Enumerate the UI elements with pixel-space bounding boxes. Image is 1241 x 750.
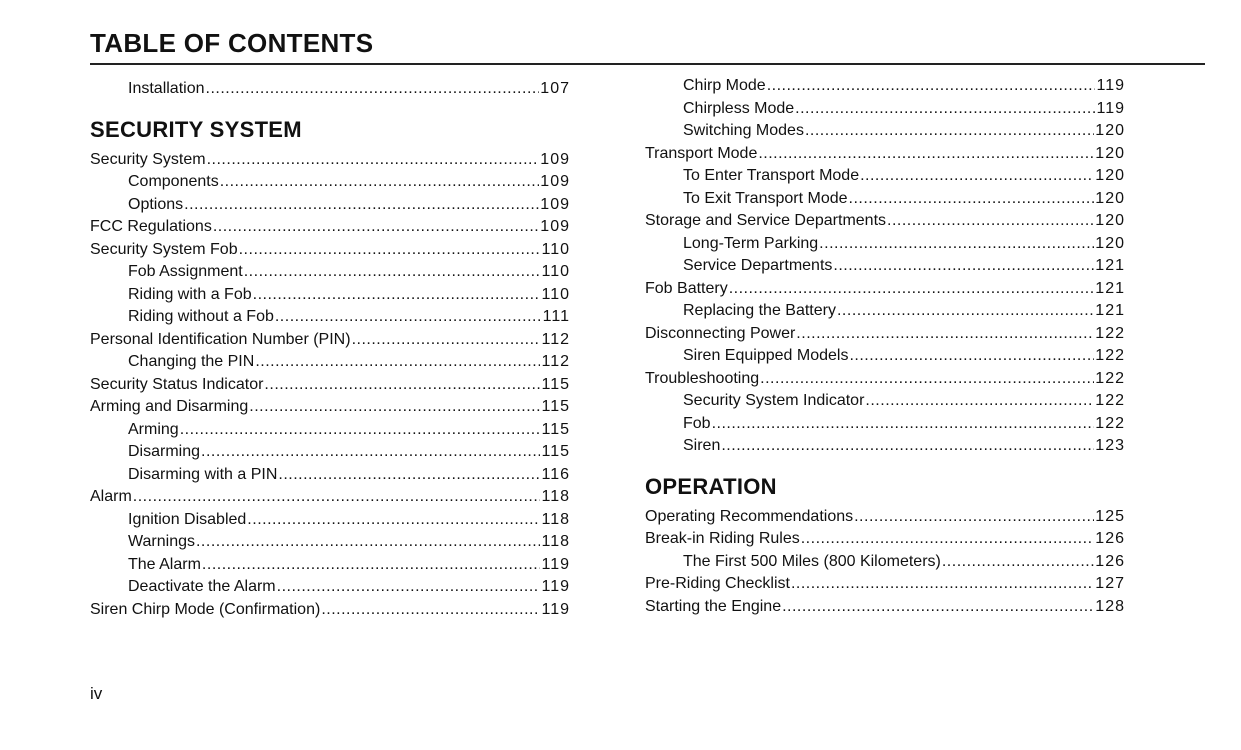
toc-entry-label: Warnings bbox=[128, 533, 195, 550]
toc-entry-page: 121 bbox=[1095, 279, 1125, 297]
toc-entry-page: 122 bbox=[1095, 369, 1125, 387]
page-number: iv bbox=[90, 684, 103, 703]
toc-entry-label: Fob bbox=[683, 414, 711, 432]
toc-entry-label: Fob Battery bbox=[645, 279, 728, 297]
dot-leader bbox=[860, 165, 1094, 188]
toc-entry-label: Long-Term Parking bbox=[683, 234, 819, 252]
toc-entry[interactable] bbox=[645, 98, 1125, 121]
toc-entry[interactable] bbox=[90, 261, 570, 284]
toc-entry-label: FCC Regulations bbox=[90, 218, 212, 235]
dot-leader bbox=[833, 255, 1094, 278]
toc-entry-page: 119 bbox=[541, 578, 570, 595]
dot-leader bbox=[887, 210, 1094, 233]
toc-entry-label: Chirpless Mode bbox=[683, 99, 795, 117]
toc-entry[interactable] bbox=[90, 239, 570, 262]
dot-leader bbox=[352, 329, 541, 352]
section-heading-label: OPERATION bbox=[645, 473, 777, 499]
toc-entry-label: To Exit Transport Mode bbox=[683, 189, 848, 207]
toc-entry-page: 109 bbox=[540, 218, 570, 235]
dot-leader bbox=[760, 368, 1094, 391]
toc-entry-label: The First 500 Miles (800 Kilometers) bbox=[683, 552, 941, 570]
toc-entry-page: 125 bbox=[1095, 507, 1125, 525]
dot-leader bbox=[244, 261, 541, 284]
dot-leader bbox=[796, 323, 1094, 346]
toc-entry[interactable] bbox=[645, 528, 1125, 551]
dot-leader bbox=[854, 506, 1094, 529]
toc-entry[interactable] bbox=[90, 419, 570, 442]
toc-entry-page: 112 bbox=[541, 353, 570, 370]
toc-entry-label: Service Departments bbox=[683, 257, 833, 274]
toc-entry[interactable] bbox=[90, 441, 570, 464]
toc-entry-label: Starting the Engine bbox=[645, 597, 782, 615]
dot-leader bbox=[202, 554, 541, 577]
toc-entry-label: Storage and Service Departments bbox=[645, 212, 887, 229]
toc-entry[interactable] bbox=[645, 165, 1125, 188]
toc-entry-page: 110 bbox=[541, 240, 570, 258]
toc-entry[interactable] bbox=[645, 143, 1125, 166]
toc-entry[interactable] bbox=[90, 216, 570, 239]
dot-leader bbox=[180, 419, 541, 442]
dot-leader bbox=[220, 171, 540, 194]
toc-entry-label: Alarm bbox=[90, 488, 132, 505]
dot-leader bbox=[253, 284, 541, 307]
toc-entry-page: 120 bbox=[1095, 144, 1125, 162]
toc-entry[interactable] bbox=[90, 576, 570, 599]
toc-entry[interactable] bbox=[90, 374, 570, 397]
toc-entry-label: Arming and Disarming bbox=[90, 398, 249, 415]
dot-leader bbox=[213, 216, 539, 239]
toc-entry-label: Transport Mode bbox=[645, 144, 758, 162]
toc-entry[interactable] bbox=[90, 554, 570, 577]
toc-entry[interactable] bbox=[90, 78, 570, 101]
toc-entry[interactable] bbox=[90, 599, 570, 622]
toc-entry[interactable] bbox=[90, 464, 570, 487]
dot-leader bbox=[184, 194, 539, 217]
toc-entry-page: 110 bbox=[541, 285, 570, 303]
dot-leader bbox=[207, 149, 540, 172]
toc-entry[interactable] bbox=[645, 551, 1125, 574]
toc-entry-page: 120 bbox=[1095, 189, 1125, 207]
toc-entry-page: 110 bbox=[541, 263, 570, 280]
toc-entry[interactable] bbox=[645, 210, 1125, 233]
dot-leader bbox=[133, 486, 541, 509]
toc-entry-page: 121 bbox=[1095, 302, 1125, 319]
toc-entry-label: Siren Equipped Models bbox=[683, 347, 849, 364]
toc-entry-label: Fob Assignment bbox=[128, 263, 243, 280]
toc-left-column bbox=[90, 78, 570, 621]
section-heading bbox=[90, 101, 570, 149]
dot-leader bbox=[277, 576, 541, 599]
toc-entry-label: Pre-Riding Checklist bbox=[645, 575, 790, 592]
toc-entry[interactable] bbox=[90, 306, 570, 329]
toc-entry-label: Troubleshooting bbox=[645, 369, 760, 387]
toc-entry-label: Disarming with a PIN bbox=[128, 465, 278, 483]
toc-entry-page: 122 bbox=[1095, 347, 1125, 364]
toc-entry-page: 119 bbox=[1096, 77, 1125, 94]
toc-entry-page: 118 bbox=[541, 533, 570, 550]
dot-leader bbox=[255, 351, 540, 374]
dot-leader bbox=[247, 509, 540, 532]
toc-entry[interactable] bbox=[645, 323, 1125, 346]
page-title: TABLE OF CONTENTS bbox=[90, 28, 374, 58]
toc-entry[interactable] bbox=[645, 435, 1125, 458]
toc-entry-page: 120 bbox=[1095, 167, 1125, 184]
toc-entry-page: 112 bbox=[541, 330, 570, 348]
toc-entry-label: Switching Modes bbox=[683, 122, 804, 139]
dot-leader bbox=[264, 374, 540, 397]
toc-entry[interactable] bbox=[645, 120, 1125, 143]
dot-leader bbox=[942, 551, 1094, 574]
toc-entry-label: Disarming bbox=[128, 443, 201, 460]
toc-entry-label: Options bbox=[128, 195, 184, 213]
toc-entry-page: 119 bbox=[1096, 99, 1125, 117]
toc-entry-label: Components bbox=[128, 173, 219, 190]
toc-entry-page: 109 bbox=[540, 195, 570, 213]
toc-entry[interactable] bbox=[645, 255, 1125, 278]
toc-entry[interactable] bbox=[645, 300, 1125, 323]
dot-leader bbox=[791, 573, 1094, 596]
toc-entry-label: Replacing the Battery bbox=[683, 302, 836, 319]
toc-entry[interactable] bbox=[645, 188, 1125, 211]
toc-entry-page: 120 bbox=[1095, 234, 1125, 252]
toc-entry-label: Arming bbox=[128, 420, 179, 438]
toc-entry[interactable] bbox=[645, 596, 1125, 619]
toc-entry-label: Changing the PIN bbox=[128, 353, 255, 370]
toc-entry-page: 122 bbox=[1095, 392, 1125, 409]
toc-entry-page: 120 bbox=[1095, 212, 1125, 229]
dot-leader bbox=[849, 188, 1095, 211]
toc-entry-page: 119 bbox=[541, 600, 570, 618]
toc-entry-page: 122 bbox=[1095, 324, 1125, 342]
dot-leader bbox=[721, 435, 1094, 458]
dot-leader bbox=[805, 120, 1094, 143]
dot-leader bbox=[729, 278, 1095, 301]
toc-entry-page: 116 bbox=[541, 465, 570, 483]
toc-entry-page: 121 bbox=[1095, 257, 1125, 274]
toc-entry-label: The Alarm bbox=[128, 555, 201, 573]
toc-entry[interactable] bbox=[90, 149, 570, 172]
toc-entry-page: 128 bbox=[1095, 597, 1125, 615]
toc-entry-label: Break-in Riding Rules bbox=[645, 530, 800, 547]
toc-entry-label: Personal Identification Number (PIN) bbox=[90, 330, 351, 348]
toc-entry-page: 118 bbox=[541, 510, 570, 528]
toc-entry[interactable] bbox=[645, 413, 1125, 436]
toc-entry-page: 126 bbox=[1095, 552, 1125, 570]
toc-entry-label: Riding without a Fob bbox=[128, 308, 274, 325]
toc-entry-label: Siren Chirp Mode (Confirmation) bbox=[90, 600, 321, 618]
toc-entry-page: 118 bbox=[541, 488, 570, 505]
toc-entry[interactable] bbox=[645, 345, 1125, 368]
dot-leader bbox=[196, 531, 541, 554]
toc-entry[interactable] bbox=[90, 509, 570, 532]
toc-entry-page: 109 bbox=[540, 173, 570, 190]
toc-entry-label: Security System Indicator bbox=[683, 392, 865, 409]
toc-entry[interactable] bbox=[90, 351, 570, 374]
toc-entry-page: 115 bbox=[541, 443, 570, 460]
toc-entry-label: Disconnecting Power bbox=[645, 324, 796, 342]
toc-entry-page: 115 bbox=[541, 375, 570, 393]
toc-entry-page: 126 bbox=[1095, 530, 1125, 547]
toc-entry-page: 120 bbox=[1095, 122, 1125, 139]
toc-entry-page: 123 bbox=[1095, 437, 1125, 454]
toc-entry-label: Security System bbox=[90, 150, 206, 168]
dot-leader bbox=[201, 441, 540, 464]
toc-entry-label: Siren bbox=[683, 437, 721, 454]
dot-leader bbox=[206, 78, 540, 101]
toc-entry-page: 122 bbox=[1095, 414, 1125, 432]
toc-entry[interactable] bbox=[90, 531, 570, 554]
toc-entry[interactable] bbox=[90, 194, 570, 217]
toc-entry[interactable] bbox=[645, 573, 1125, 596]
toc-entry-label: Operating Recommendations bbox=[645, 507, 854, 525]
toc-entry-page: 109 bbox=[540, 150, 570, 168]
toc-entry[interactable] bbox=[645, 506, 1125, 529]
dot-leader bbox=[865, 390, 1094, 413]
dot-leader bbox=[249, 396, 540, 419]
dot-leader bbox=[321, 599, 540, 622]
toc-entry-label: To Enter Transport Mode bbox=[683, 167, 860, 184]
toc-entry-page: 115 bbox=[541, 420, 570, 438]
dot-leader bbox=[782, 596, 1094, 619]
dot-leader bbox=[758, 143, 1094, 166]
toc-entry[interactable] bbox=[90, 486, 570, 509]
dot-leader bbox=[801, 528, 1095, 551]
dot-leader bbox=[275, 306, 542, 329]
toc-entry-label: Security System Fob bbox=[90, 240, 238, 258]
toc-entry[interactable] bbox=[645, 233, 1125, 256]
toc-entry-label: Installation bbox=[128, 80, 205, 97]
toc-entry-label: Chirp Mode bbox=[683, 77, 766, 94]
toc-entry-page: 119 bbox=[541, 555, 570, 573]
dot-leader bbox=[767, 75, 1096, 98]
toc-entry-page: 107 bbox=[540, 80, 570, 97]
dot-leader bbox=[795, 98, 1095, 121]
toc-entry-page: 115 bbox=[541, 398, 570, 415]
section-heading-label: SECURITY SYSTEM bbox=[90, 116, 302, 142]
toc-entry-label: Ignition Disabled bbox=[128, 510, 247, 528]
toc-entry[interactable] bbox=[90, 284, 570, 307]
toc-entry[interactable] bbox=[645, 75, 1125, 98]
toc-entry[interactable] bbox=[645, 278, 1125, 301]
dot-leader bbox=[837, 300, 1094, 323]
toc-entry-label: Deactivate the Alarm bbox=[128, 578, 276, 595]
toc-entry[interactable] bbox=[645, 368, 1125, 391]
dot-leader bbox=[239, 239, 541, 262]
dot-leader bbox=[712, 413, 1095, 436]
toc-entry[interactable] bbox=[90, 396, 570, 419]
toc-entry[interactable] bbox=[90, 171, 570, 194]
dot-leader bbox=[278, 464, 540, 487]
section-heading bbox=[645, 458, 1125, 506]
toc-entry-label: Riding with a Fob bbox=[128, 285, 252, 303]
title-rule bbox=[90, 63, 1205, 65]
toc-entry-label: Security Status Indicator bbox=[90, 375, 264, 393]
toc-entry-page: 111 bbox=[542, 308, 570, 325]
toc-entry[interactable] bbox=[90, 329, 570, 352]
toc-right-column bbox=[645, 75, 1125, 618]
toc-entry[interactable] bbox=[645, 390, 1125, 413]
toc-entry-page: 127 bbox=[1095, 575, 1125, 592]
dot-leader bbox=[849, 345, 1094, 368]
dot-leader bbox=[819, 233, 1094, 256]
